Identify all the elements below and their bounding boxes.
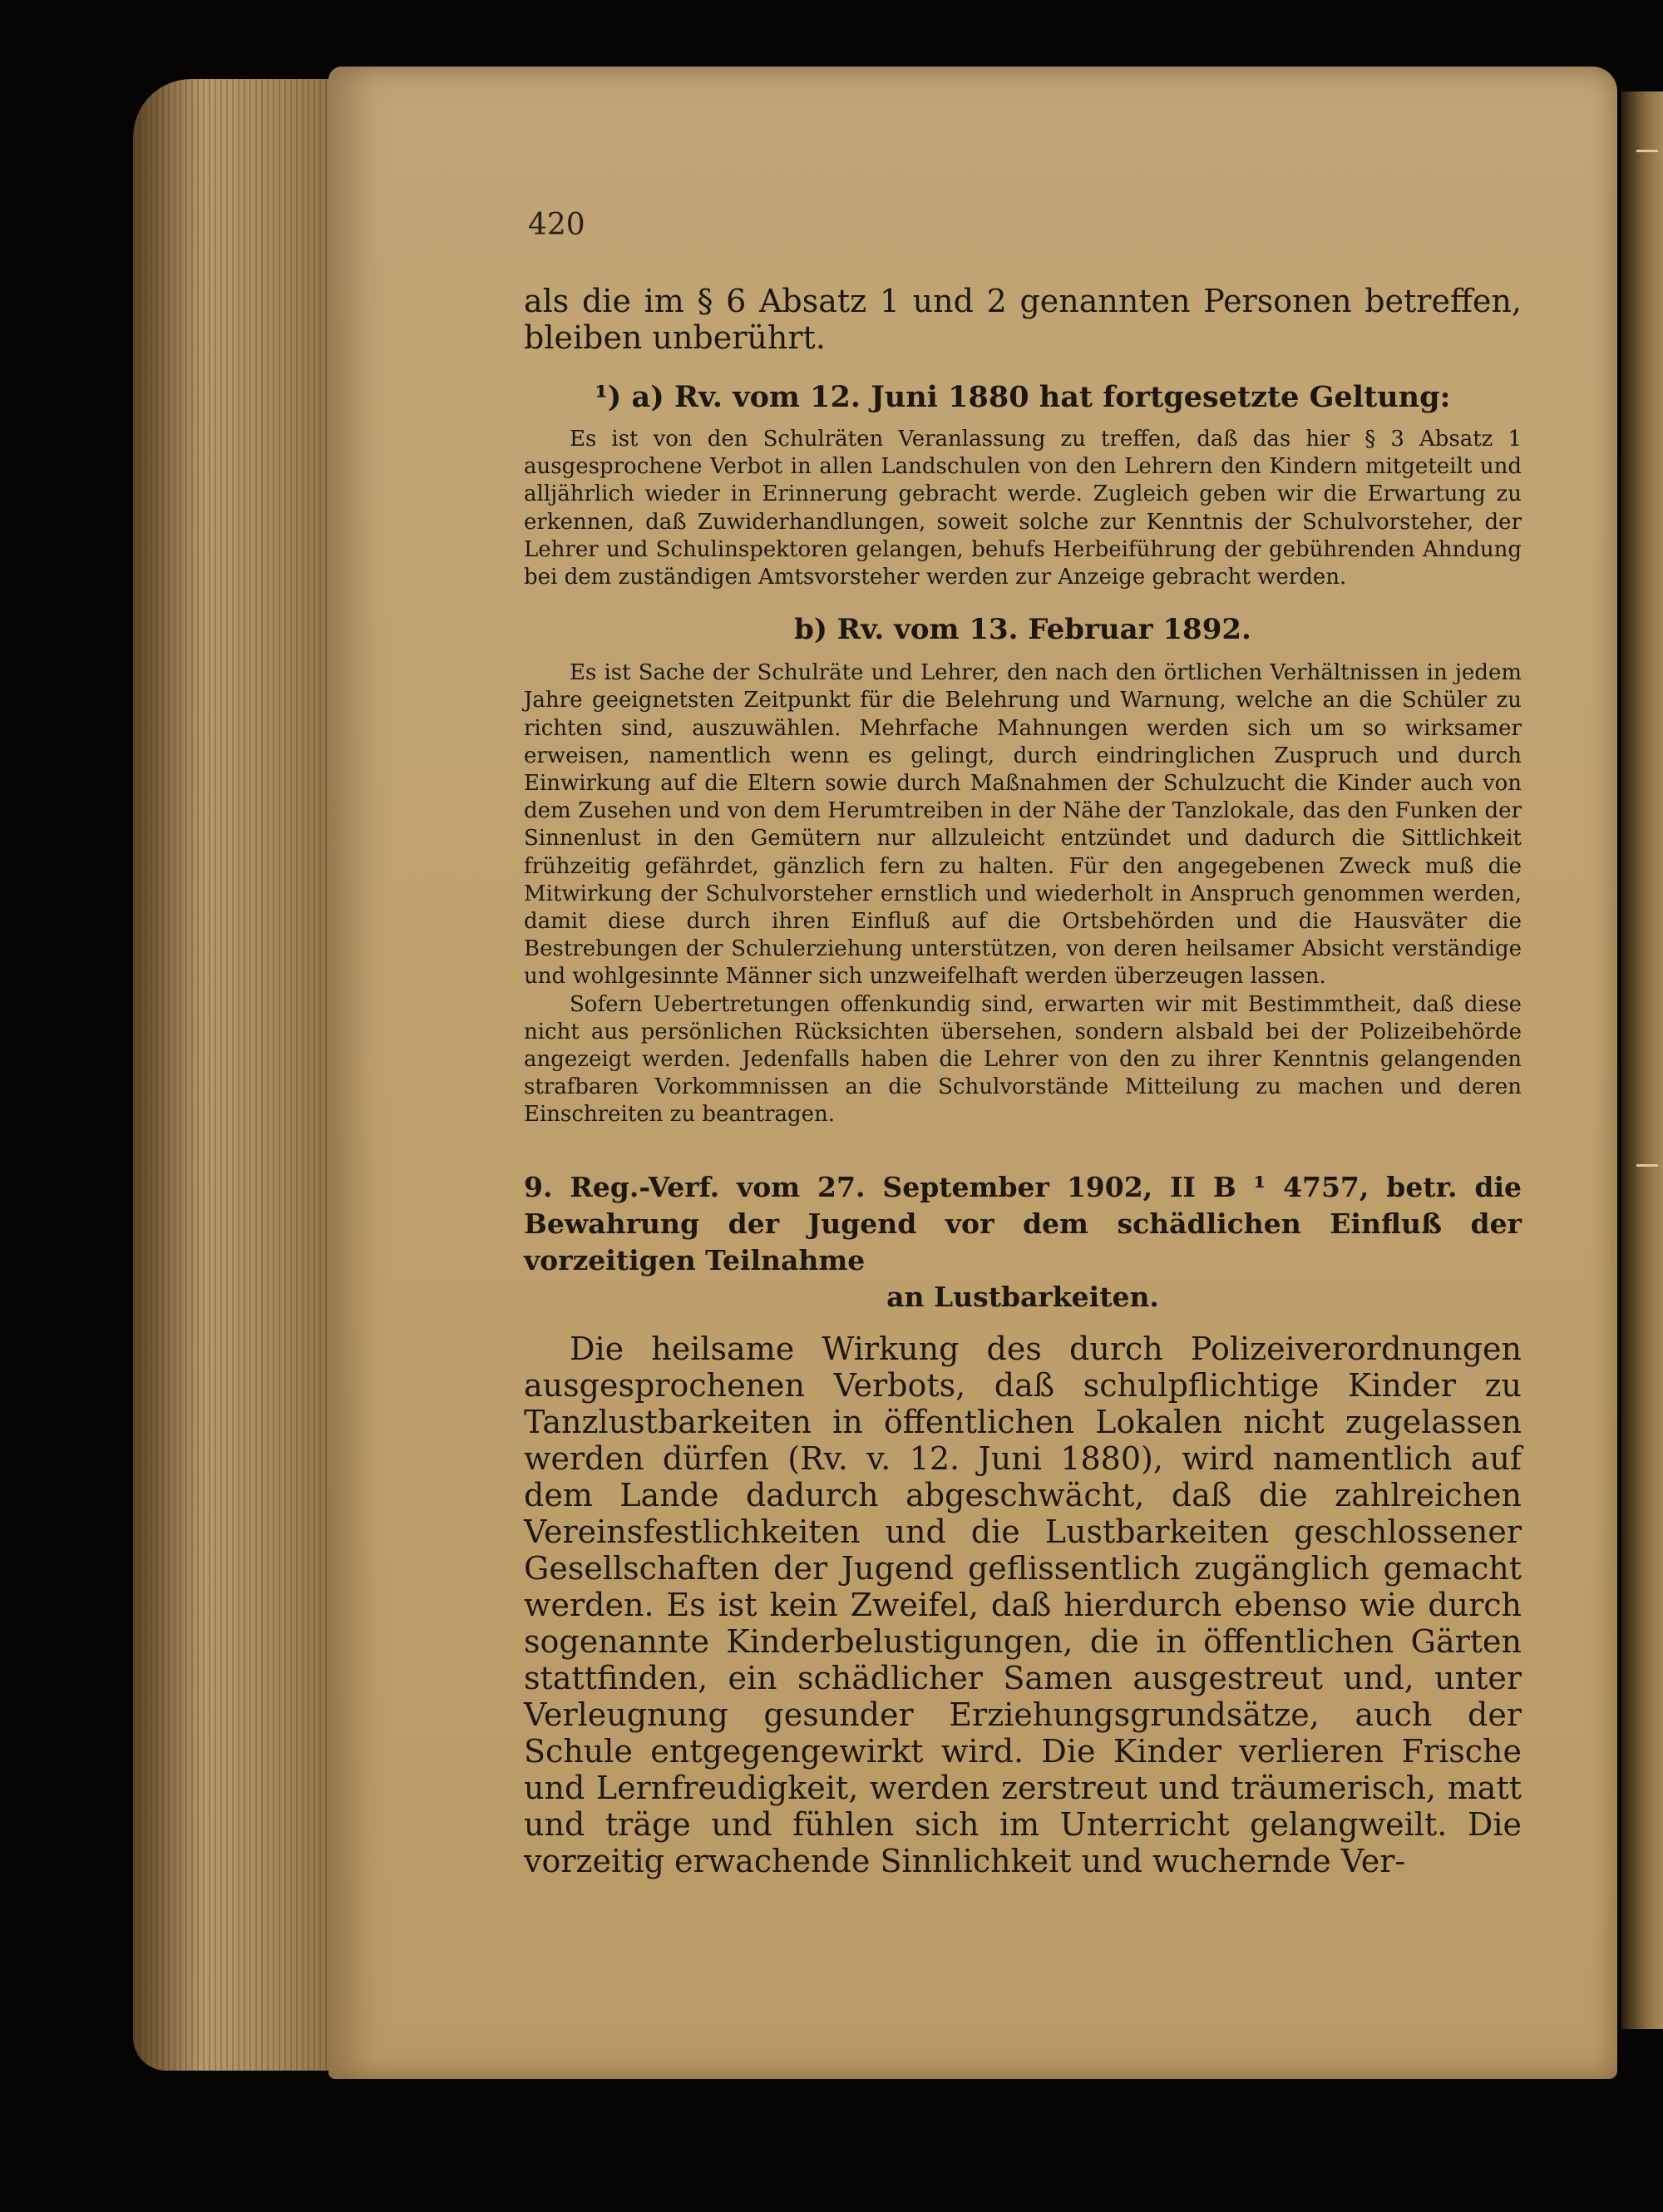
- section-9-heading-main: 9. Reg.-Verf. vom 27. September 1902, II B ¹ 4757, betr. die Bewahrung der Jugend vor dem schädlichen Einfluß der vorzeitigen Teilnahme: [524, 1170, 1522, 1276]
- note-b-heading: b) Rv. vom 13. Februar 1892.: [794, 613, 1251, 647]
- note-a-heading: ¹) a) Rv. vom 12. Juni 1880 hat fortgesetzte Geltung:: [595, 380, 1451, 414]
- note-a-text: Es ist von den Schulräten Veranlassung zu treffen, daß das hier § 3 Absatz 1 ausgesprochene Verbot in allen Landschulen von den Lehrern den Kindern mitgeteilt und alljährlich wieder in Erinnerung gebracht werde. Zugleich geben wir die Erwartung zu erkennen, daß Zuwiderhandlungen, soweit solche zur Kenntnis der Schulvorsteher, der Lehrer und Schulinspektoren gelangen, behufs Herbeiführung der gebührenden Ahndung bei dem zuständigen Amtsvorsteher werden zur Anzeige gebracht werden.: [524, 427, 1522, 590]
- intro-paragraph: als die im § 6 Absatz 1 und 2 genannten Personen betreffen, bleiben unberührt.: [524, 283, 1522, 356]
- section-9-heading: [524, 1169, 1522, 1316]
- section-9-heading-end: an Lustbarkeiten.: [886, 1280, 1159, 1313]
- page-number: 420: [528, 208, 585, 242]
- page-edges: [133, 79, 337, 2071]
- section-9-text: Die heilsame Wirkung des durch Polizeiverordnungen ausgesprochenen Verbots, daß schulpflichtige Kinder zu Tanzlustbarkeiten in öffentlichen Lokalen nicht zugelassen werden dürfen (Rv. v. 12. Juni 1880), wird namentlich auf dem Lande dadurch abgeschwächt, daß die zahlreichen Vereinsfestlichkeiten und die Lustbarkeiten geschlossener Gesellschaften der Jugend geflissentlich zugänglich gemacht werden. Es ist kein Zweifel, daß hierdurch ebenso wie durch sogenannte Kinderbelustigungen, die in öffentlichen Gärten stattfinden, ein schädlicher Samen ausgestreut und, unter Verleugnung gesunder Erziehungsgrundsätze, auch der Schule entgegengewirkt wird. Die Kinder verlieren Frische und Lernfreudigkeit, werden zerstreut und träumerisch, matt und träge und fühlen sich im Unterricht gelangweilt. Die vorzeitig erwachende Sinnlichkeit und wuchernde Ver-: [524, 1330, 1522, 1879]
- page-content: [524, 283, 1522, 1879]
- note-b-paragraph-2: Sofern Uebertretungen offenkundig sind, erwarten wir mit Bestimmtheit, daß diese nicht aus persönlichen Rücksichten übersehen, sondern alsbald bei der Polizeibehörde angezeigt werden. Jedenfalls haben die Lehrer von den zu ihrer Kenntnis gelangenden strafbaren Vorkommnissen an die Schulvorstände Mitteilung zu machen und deren Einschreiten zu beantragen.: [524, 991, 1522, 1128]
- next-page-edge: [1621, 91, 1663, 2029]
- edge-mark: [1636, 150, 1658, 152]
- note-b-paragraph-1: Es ist Sache der Schulräte und Lehrer, den nach den örtlichen Verhältnissen in jedem Jahre geeignetsten Zeitpunkt für die Belehrung und Warnung, welche an die Schüler zu richten sind, auszuwählen. Mehrfache Mahnungen werden sich um so wirksamer erweisen, namentlich wenn es gelingt, durch eindringlichen Zuspruch und durch Einwirkung auf die Eltern sowie durch Maßnahmen der Schulzucht die Kinder auch von dem Zusehen und von dem Herumtreiben in der Nähe der Tanzlokale, das den Funken der Sinnenlust in den Gemütern nur allzuleicht entzündet und dadurch die Sittlichkeit frühzeitig gefährdet, gänzlich fern zu halten. Für den angegebenen Zweck muß die Mitwirkung der Schulvorsteher ernstlich und wiederholt in Anspruch genommen werden, damit diese durch ihren Einfluß auf die Ortsbehörden und die Hausväter die Bestrebungen der Schulerziehung unterstützen, von deren heilsamer Absicht verständige und wohlgesinnte Männer sich unzweifelhaft werden überzeugen lassen.: [524, 660, 1522, 990]
- edge-mark: [1636, 1164, 1658, 1167]
